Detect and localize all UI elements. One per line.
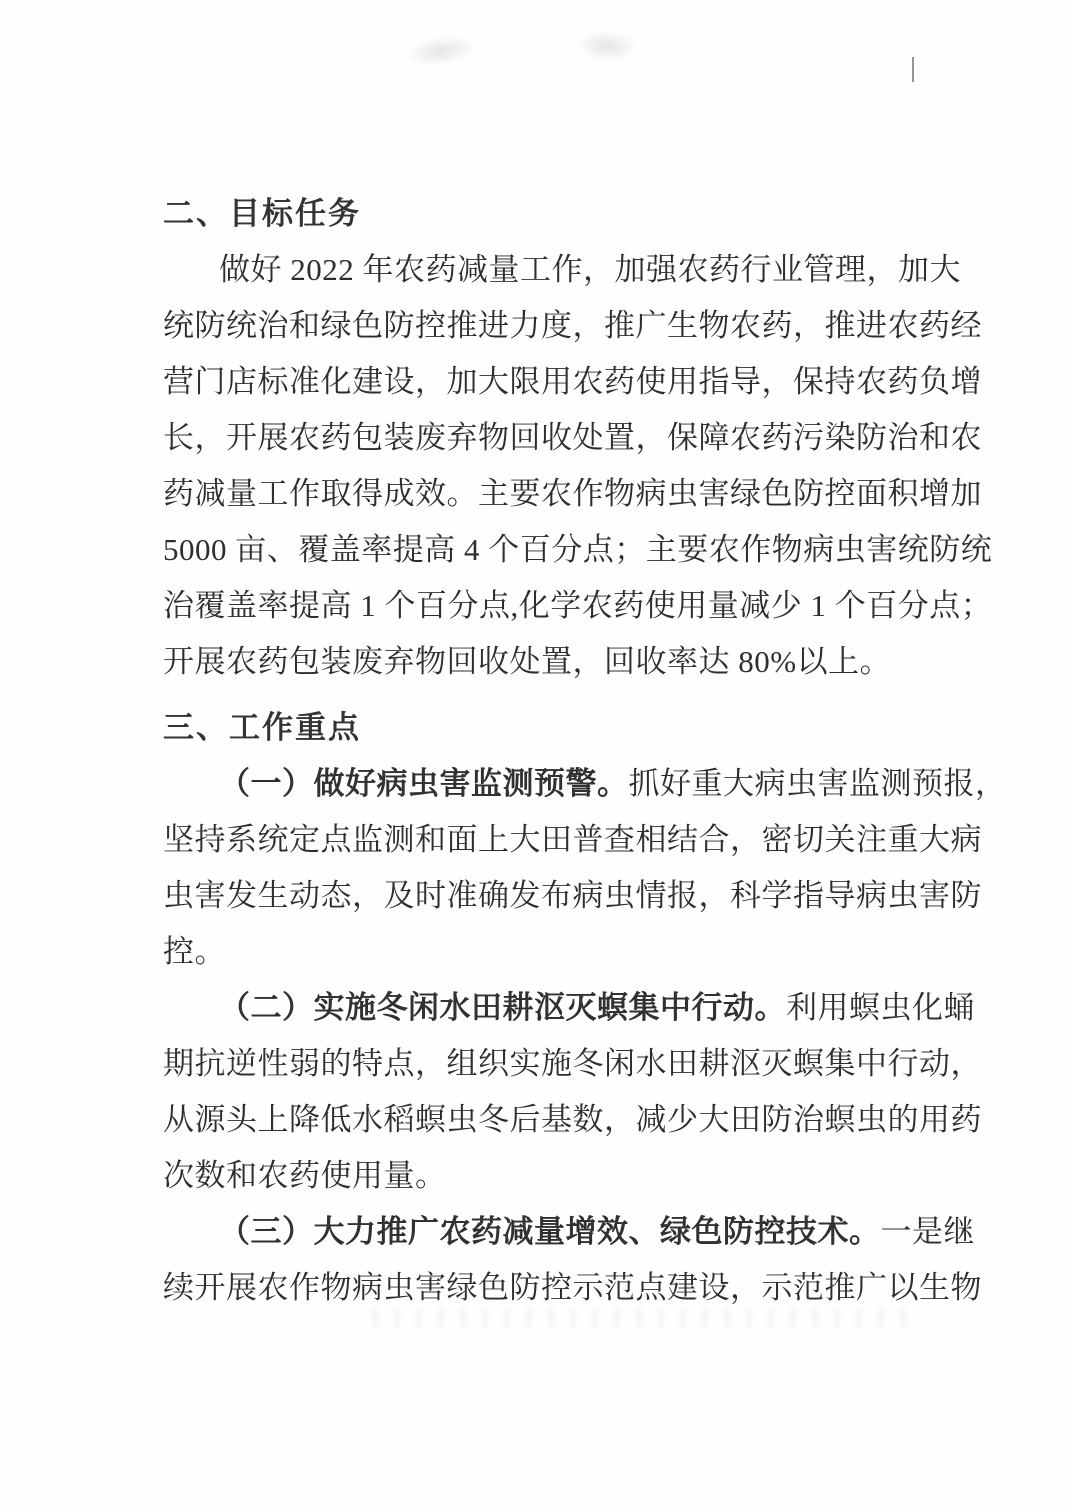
text-segment: 做好 2022 年农药减量工作，加强农药行业管理，加大	[219, 252, 961, 287]
scan-bleed-through	[372, 1308, 920, 1328]
text-segment: 抓好重大病虫害监测预报，	[628, 766, 1007, 801]
body-paragraph	[163, 980, 982, 1204]
section-heading: 三、工作重点	[163, 710, 361, 745]
text-line	[163, 1204, 975, 1260]
document-body	[163, 186, 1007, 1316]
scan-tick-mark	[912, 57, 914, 82]
text-line	[163, 522, 993, 578]
text-segment: 期抗逆性弱的特点，组织实施冬闲水田耕沤灭螟集中行动，	[163, 1046, 982, 1081]
bold-text-segment: （三）大力推广农药减量增效、绿色防控技术。	[219, 1214, 881, 1249]
text-segment: 药减量工作取得成效。主要农作物病虫害绿色防控面积增加	[163, 476, 982, 511]
text-segment: 开展农药包装废弃物回收处置，回收率达 80%以上。	[163, 644, 892, 679]
scan-smudge-mark	[407, 34, 476, 69]
text-segment: 利用螟虫化蛹	[786, 990, 975, 1025]
text-line	[163, 1148, 913, 1204]
text-segment: 治覆盖率提高 1 个百分点,化学农药使用量减少 1 个百分点；	[163, 588, 993, 623]
text-line	[163, 1036, 982, 1092]
text-segment: 续开展农作物病虫害绿色防控示范点建设，示范推广以生物	[163, 1270, 982, 1305]
text-segment: 长，开展农药包装废弃物回收处置，保障农药污染防治和农	[163, 420, 982, 455]
bold-text-segment: （一）做好病虫害监测预警。	[219, 766, 629, 801]
text-line	[163, 924, 913, 980]
text-segment: 5000 亩、覆盖率提高 4 个百分点；主要农作物病虫害统防统	[163, 532, 993, 567]
text-segment: 坚持系统定点监测和面上大田普查相结合，密切关注重大病	[163, 822, 982, 857]
text-line	[163, 354, 982, 410]
section-heading: 二、目标任务	[163, 196, 361, 231]
text-segment: 虫害发生动态，及时准确发布病虫情报，科学指导病虫害防	[163, 878, 982, 913]
text-line	[163, 868, 982, 924]
body-paragraph	[163, 1204, 982, 1316]
text-segment: 营门店标准化建设，加大限用农药使用指导，保持农药负增	[163, 364, 982, 399]
text-line	[163, 756, 1007, 812]
text-line	[163, 466, 982, 522]
text-line	[163, 298, 982, 354]
text-segment: 次数和农药使用量。	[163, 1158, 447, 1193]
text-line	[163, 634, 913, 690]
text-segment: 统防统治和绿色防控推进力度，推广生物农药，推进农药经	[163, 308, 982, 343]
text-segment: 控。	[163, 934, 226, 969]
text-line	[163, 1092, 982, 1148]
scan-smudge-mark	[577, 30, 637, 62]
bold-text-segment: （二）实施冬闲水田耕沤灭螟集中行动。	[219, 990, 786, 1025]
body-paragraph	[163, 242, 993, 690]
text-segment: 从源头上降低水稻螟虫冬后基数，减少大田防治螟虫的用药	[163, 1102, 982, 1137]
text-line	[163, 410, 982, 466]
text-line	[163, 578, 993, 634]
body-paragraph	[163, 756, 1007, 980]
text-line	[163, 812, 982, 868]
text-segment: 一是继	[880, 1214, 975, 1249]
text-line	[163, 242, 961, 298]
text-line	[163, 980, 975, 1036]
